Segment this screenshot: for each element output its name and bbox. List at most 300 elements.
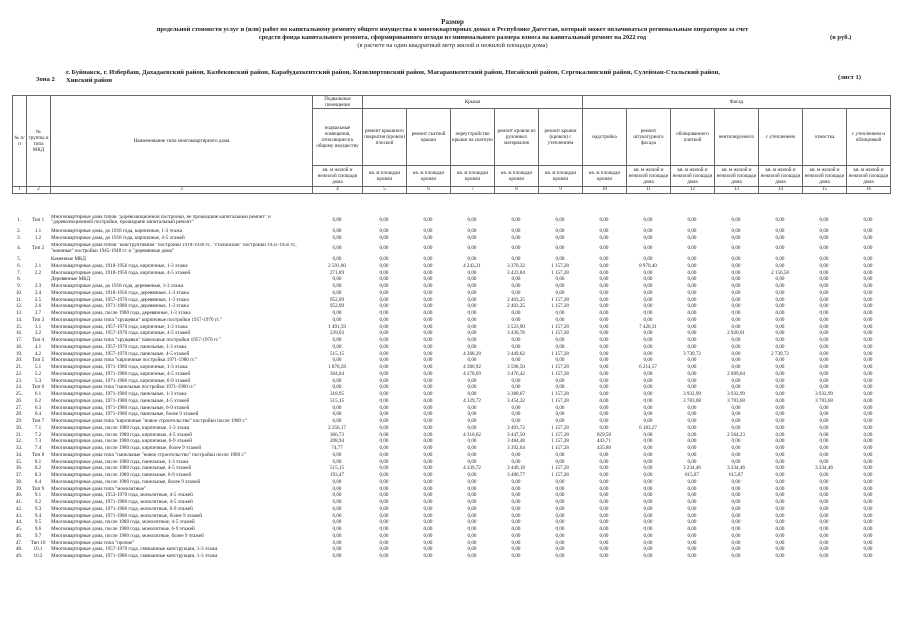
row-value: 0,00 [423,357,433,364]
row-value: 0,00 [599,411,609,418]
row-name: Многоквартирные дома типа "хрущевки" кирпичные постройки 1957-1970 гг." [51,316,222,323]
row-name: Многоквартирные дома, 1971-1980 года, кирпичные, 6-9 этажей [51,377,191,384]
row-name: Многоквартирные дома, 1918-1956 года, деревянные, 1-3 этажа [51,289,189,296]
row-value: 0,00 [599,505,609,512]
row-value: 0,00 [863,539,873,546]
header-col-12: ремонт штукатурного фасада [627,109,671,166]
row-number: 3. [17,234,21,241]
header-section-roof: Крыша [363,96,583,109]
header-unit: кв. м площади кровли [407,166,451,187]
row-value: 0,00 [379,458,389,465]
row-value: 0,00 [467,492,477,499]
row-value: 3 730,72 [683,350,701,357]
row-group: Тип 8 [31,451,45,458]
row-value: 0,00 [731,539,741,546]
row-value: 0,00 [379,384,389,391]
row-name: Многоквартирные дома типа "панельные постройки 1971-1980 гг." [51,384,197,391]
row-value: 0,00 [332,217,342,224]
row-value: 3 476,42 [507,370,525,377]
row-value: 0,00 [599,316,609,323]
row-value: 0,00 [687,404,697,411]
row-value: 0,00 [863,276,873,283]
row-number: 6. [17,262,21,269]
row-group: 3.2 [34,330,42,337]
row-group: 9.2 [34,499,42,506]
row-group: 6.1 [34,391,42,398]
row-value: 0,00 [599,391,609,398]
row-value: 1 157,28 [551,431,569,438]
row-value: 0,00 [643,411,653,418]
row-name: Многоквартирные дома типа "монолитные" [51,485,147,492]
table-row [12,405,890,412]
row-value: 0,00 [731,217,741,224]
row-value: 0,00 [511,316,521,323]
row-value: 0,00 [731,505,741,512]
row-value: 0,00 [731,316,741,323]
row-value: 0,00 [467,438,477,445]
row-value: 7 420,31 [639,323,657,330]
row-value: 0,00 [555,316,565,323]
row-value: 0,00 [423,316,433,323]
row-value: 0,00 [775,438,785,445]
row-value: 0,00 [423,519,433,526]
row-value: 443,71 [596,438,611,445]
row-number: 27. [15,404,23,411]
row-value: 0,00 [423,296,433,303]
row-value: 0,00 [599,337,609,344]
row-name: Многоквартирные дома, 1971-1980 года, панельные, 6-9 этажей [51,404,190,411]
table-row [12,492,890,499]
row-value: 1 157,28 [551,465,569,472]
header-col-9: ремонт кровли из рулонных материалов [495,109,539,166]
header-no: № п/п [13,96,27,187]
table-row [12,438,890,445]
row-value: 0,00 [687,478,697,485]
row-group: 2.1 [34,262,42,269]
row-value: 0,00 [467,289,477,296]
row-value: 0,00 [775,283,785,290]
header-col-10: ремонт крыши (кровли) с утеплением [539,109,583,166]
row-name: Многоквартирные дома, 1971-1980 года, панельные, 1-3 этажа [51,391,187,398]
row-value: 0,00 [643,472,653,479]
row-value: 1 157,28 [551,323,569,330]
row-value: 0,00 [643,343,653,350]
row-value: 0,00 [775,519,785,526]
row-value: 0,00 [643,451,653,458]
table-row [12,310,890,317]
row-value: 0,00 [643,384,653,391]
row-value: 0,00 [423,492,433,499]
row-value: 0,00 [643,539,653,546]
row-value: 0,00 [643,519,653,526]
row-value: 0,00 [379,227,389,234]
row-value: 0,00 [379,256,389,263]
row-value: 0,00 [819,337,829,344]
row-value: 0,00 [599,289,609,296]
row-number: 23. [15,377,23,384]
table-row [12,553,890,560]
row-value: 0,00 [731,364,741,371]
row-value: 0,00 [863,217,873,224]
row-value: 0,00 [599,397,609,404]
row-value: 0,00 [775,364,785,371]
row-value: 0,00 [423,512,433,519]
row-value: 0,00 [819,296,829,303]
row-value: 0,00 [599,330,609,337]
row-group: Тип 6 [31,384,45,391]
row-value: 0,00 [511,276,521,283]
row-value: 0,00 [775,337,785,344]
row-value: 0,00 [731,296,741,303]
row-value: 0,00 [687,499,697,506]
row-value: 0,00 [379,505,389,512]
row-value: 0,00 [687,227,697,234]
row-value: 0,00 [643,269,653,276]
row-value: 0,00 [467,303,477,310]
row-value: 0,00 [379,397,389,404]
row-value: 6 183,27 [639,424,657,431]
row-value: 1 157,28 [551,262,569,269]
row-value: 0,00 [775,465,785,472]
row-value: 0,00 [731,323,741,330]
row-value: 3 783,68 [683,397,701,404]
zone-territories: г. Буйнакск, г. Избербаш, Дахадаевский район, Казбековский район, Карабудахкентский район, Кизилюртовский район, Магарамкентский район, Ногайский район, Сергокалинский район, Сулейман-Стальский район, Хивский район [66,69,720,84]
row-number: 42. [15,505,23,512]
row-value: 0,00 [332,234,342,241]
column-number: 15 [803,187,847,194]
header-unit: кв. м жилой и нежилой площади дома [803,166,847,187]
row-value: 339,03 [329,330,344,337]
row-value: 0,00 [863,289,873,296]
row-value: 0,00 [863,337,873,344]
row-value: 0,00 [423,269,433,276]
row-value: 0,00 [379,337,389,344]
row-value: 0,00 [467,330,477,337]
row-value: 0,00 [467,472,477,479]
zone-label: Зона 2 [36,76,55,83]
row-name: Многоквартирные дома, после 1980 года, монолитные, 6-9 этажей [51,526,195,533]
table-row [12,303,890,310]
row-name: Каменные МКД [51,256,86,263]
table-row [12,235,890,242]
row-value: 0,00 [863,310,873,317]
document-title-line-1: предельной стоимости услуг и (или) работ по капитальному ремонту общего имущества в многоквартирных домах в Республике Дагестан, который может оплачиваться региональным оператором за счет [156,26,749,33]
document-title-line-2: средств фонда капитального ремонта, сформированного исходя из минимального размера взноса на капитальный ремонт на 2022 год [258,34,647,41]
row-value: 0,00 [467,337,477,344]
row-value: 0,00 [379,411,389,418]
row-value: 829,50 [596,431,611,438]
row-value: 0,00 [555,532,565,539]
row-group: 7.3 [34,438,42,445]
row-value: 0,00 [555,478,565,485]
row-value: 0,00 [332,245,342,252]
row-name: Деревянные МКД [51,276,91,283]
row-number: 2. [17,227,21,234]
row-value: 0,00 [467,256,477,263]
row-value: 0,00 [643,296,653,303]
row-value: 0,00 [819,404,829,411]
row-value: 0,00 [467,451,477,458]
row-value: 0,00 [643,377,653,384]
row-value: 0,00 [819,519,829,526]
row-value: 0,00 [643,499,653,506]
column-number: 8 [495,187,539,194]
row-value: 3 932,99 [683,391,701,398]
row-value: 0,00 [511,289,521,296]
row-value: 0,00 [467,546,477,553]
header-unit: кв. м жилой и нежилой площади дома [627,166,671,187]
row-value: 0,00 [555,451,565,458]
row-value: 0,00 [731,478,741,485]
row-value: 0,00 [423,445,433,452]
row-value: 0,00 [555,418,565,425]
row-value: 0,00 [423,256,433,263]
row-value: 0,00 [599,546,609,553]
row-value: 0,00 [467,532,477,539]
row-value: 0,00 [775,245,785,252]
row-value: 4 243,21 [463,262,481,269]
row-value: 0,00 [599,269,609,276]
table-row [12,526,890,533]
row-value: 952,09 [329,303,344,310]
row-group [26,256,50,263]
row-value: 0,00 [687,323,697,330]
row-value: 0,00 [332,276,342,283]
row-value: 0,00 [555,227,565,234]
row-value: 0,00 [467,245,477,252]
row-value: 0,00 [555,234,565,241]
row-value: 0,00 [819,323,829,330]
row-value: 0,00 [863,296,873,303]
row-value: 0,00 [819,553,829,560]
table-row [12,344,890,351]
row-value: 1 157,28 [551,438,569,445]
row-value: 0,00 [687,532,697,539]
row-value: 0,00 [555,343,565,350]
row-number: 41. [15,499,23,506]
row-value: 0,00 [863,451,873,458]
row-value: 0,00 [511,256,521,263]
row-name: Многоквартирные дома, после 1980 года, панельные, 6-9 этажей [51,472,192,479]
row-value: 1 157,28 [551,397,569,404]
row-value: 0,00 [819,445,829,452]
row-value: 0,00 [555,505,565,512]
row-value: 3 783,68 [727,397,745,404]
row-value: 0,00 [332,499,342,506]
row-value: 0,00 [819,303,829,310]
row-value: 0,00 [775,553,785,560]
row-value: 0,00 [511,217,521,224]
table-row [12,357,890,364]
row-value: 0,00 [643,478,653,485]
row-value: 3 523,90 [507,323,525,330]
row-value: 515,15 [329,465,344,472]
row-value: 0,00 [731,377,741,384]
header-col-6: ремонт крышного покрытия (кровли) плоской [363,109,407,166]
row-value: 6 214,57 [639,364,657,371]
row-value: 0,00 [863,391,873,398]
row-number: 33. [15,445,23,452]
table-row [12,398,890,405]
row-value: 8 970,40 [639,262,657,269]
row-value: 0,00 [819,499,829,506]
row-value: 0,00 [687,492,697,499]
row-value: 0,00 [555,526,565,533]
header-section-basement: Подвальные помещения [313,96,363,109]
row-value: 0,00 [599,499,609,506]
row-name: Многоквартирные дома, 1957-1970 года, панельные, 4-5 этажей [51,350,190,357]
row-value: 0,00 [775,485,785,492]
row-value: 0,00 [599,485,609,492]
row-group: 1.2 [34,234,42,241]
row-value: 0,00 [731,451,741,458]
row-value: 0,00 [599,512,609,519]
table-row [12,519,890,526]
row-value: 0,00 [511,526,521,533]
row-value: 0,00 [775,499,785,506]
row-value: 0,00 [555,276,565,283]
row-value: 0,00 [423,364,433,371]
row-name: Многоквартирные дома, после 1980 года, деревянные, 1-3 этажа [51,310,191,317]
row-value: 0,00 [599,384,609,391]
row-value: 0,00 [819,269,829,276]
row-value: 0,00 [511,553,521,560]
row-value: 0,00 [687,445,697,452]
row-value: 0,00 [643,350,653,357]
row-name: Многоквартирные дома, 1918-1956 года, кирпичные, 1-3 этажа [51,262,188,269]
row-value: 0,00 [423,458,433,465]
row-value: 0,00 [863,485,873,492]
header-col-7: ремонт скатной крыши [407,109,451,166]
table-row [12,391,890,398]
row-value: 0,00 [863,404,873,411]
row-value: 3 234,46 [815,465,833,472]
row-value: 0,00 [775,546,785,553]
row-value: 0,00 [423,310,433,317]
row-value: 0,00 [511,505,521,512]
row-number: 1. [17,217,21,224]
row-value: 0,00 [467,296,477,303]
header-unit: кв. м площади кровли [583,166,627,187]
row-value: 0,00 [731,458,741,465]
row-value: 0,00 [379,526,389,533]
row-number: 40. [15,492,23,499]
column-number: 7 [451,187,495,194]
row-value: 1 157,28 [551,296,569,303]
row-value: 0,00 [467,553,477,560]
row-value: 3 783,68 [815,397,833,404]
row-value: 0,00 [775,492,785,499]
row-value: 0,00 [511,458,521,465]
row-value: 0,00 [643,532,653,539]
row-value: 0,00 [599,492,609,499]
row-number: 32. [15,438,23,445]
row-group: 2.5 [34,296,42,303]
row-value: 0,00 [863,343,873,350]
row-number: 9. [17,283,21,290]
row-value: 0,00 [775,384,785,391]
row-name: Многоквартирные дома, после 1980 года, кирпичные, 1-3 этажа [51,424,190,431]
row-value: 3 234,46 [683,465,701,472]
row-value: 0,00 [555,512,565,519]
row-value: 0,00 [687,370,697,377]
row-value: 0,00 [731,519,741,526]
row-group: Тип 5 [31,357,45,364]
row-value: 0,00 [863,418,873,425]
row-value: 0,00 [511,485,521,492]
row-value: 0,00 [731,256,741,263]
row-value: 0,00 [467,519,477,526]
row-name: Многоквартирные дома типа "кирпичные постройки 1971-1980 гг." [51,357,198,364]
row-value: 3 449,18 [507,465,525,472]
row-value: 0,00 [332,553,342,560]
row-value: 3 380,67 [507,391,525,398]
row-value: 0,00 [423,377,433,384]
row-value: 0,00 [379,478,389,485]
row-value: 0,00 [599,364,609,371]
header-unit: кв. м жилой и нежилой площади дома [715,166,759,187]
row-number: 11. [15,296,23,303]
row-value: 0,00 [643,276,653,283]
row-value: 0,00 [511,283,521,290]
row-value: 0,00 [467,458,477,465]
row-value: 74,77 [331,445,343,452]
header-unit: кв. м жилой и нежилой площади дома [759,166,803,187]
row-value: 0,00 [511,539,521,546]
row-value: 3 480,77 [507,472,525,479]
row-value: 0,00 [467,310,477,317]
row-value: 615,87 [684,472,699,479]
row-value: 0,00 [775,532,785,539]
row-value: 0,00 [687,256,697,263]
row-value: 3 447,50 [507,431,525,438]
row-value: 0,00 [423,283,433,290]
row-number: 24. [15,384,23,391]
row-number: 13. [15,310,23,317]
row-value: 0,00 [819,276,829,283]
row-value: 193,47 [329,472,344,479]
row-value: 0,00 [467,377,477,384]
row-value: 0,00 [555,245,565,252]
table-row [12,499,890,506]
row-value: 4 386,92 [463,364,481,371]
row-group: Тип 4 [31,337,45,344]
row-value: 0,00 [599,303,609,310]
row-value: 0,00 [819,539,829,546]
row-value: 0,00 [775,330,785,337]
header-unit: кв. м жилой и нежилой площади дома [313,166,363,187]
row-value: 0,00 [599,404,609,411]
row-value: 0,00 [511,337,521,344]
row-value: 0,00 [555,539,565,546]
row-value: 0,00 [599,256,609,263]
row-group: 8.2 [34,465,42,472]
row-value: 0,00 [511,310,521,317]
row-value: 0,00 [555,499,565,506]
row-name: Многоквартирные дома, 1971-1980 года, смешанные конструкции, 1-3 этажа [51,553,218,560]
row-group: 8.4 [34,478,42,485]
row-value: 0,00 [511,519,521,526]
row-value: 0,00 [423,384,433,391]
row-value: 0,00 [467,505,477,512]
row-value: 0,00 [775,323,785,330]
row-value: 0,00 [687,310,697,317]
row-value: 0,00 [731,404,741,411]
table-row [12,432,890,439]
row-group: 2.7 [34,310,42,317]
row-number: 38. [15,478,23,485]
row-value: 1 157,28 [551,269,569,276]
